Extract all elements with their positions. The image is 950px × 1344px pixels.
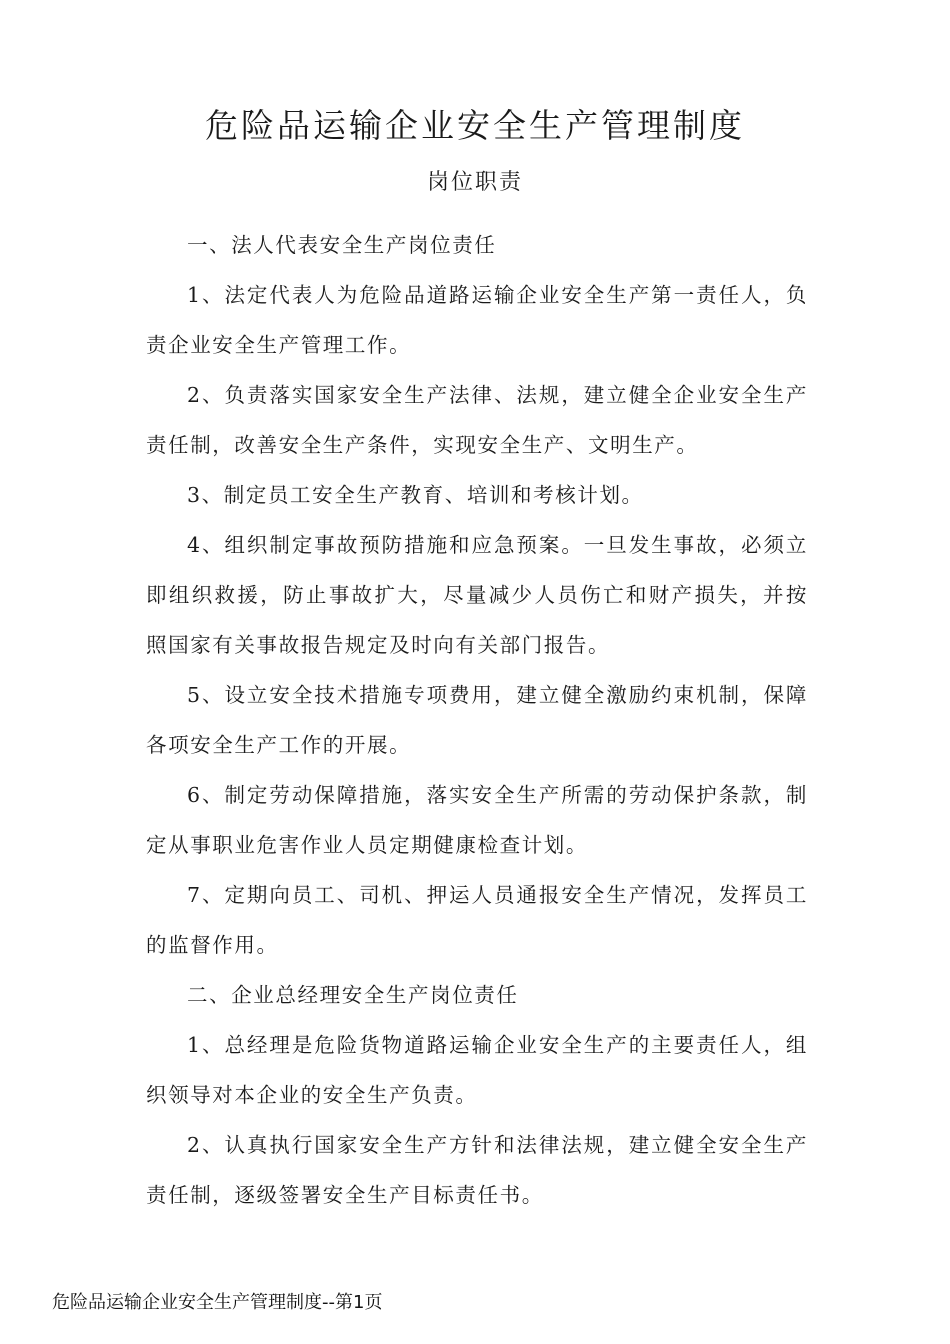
document-title: 危险品运输企业安全生产管理制度 <box>205 106 745 145</box>
paragraph: 6、制定劳动保障措施，落实安全生产所需的劳动保护条款，制定从事职业危害作业人员定期健康检查计划。 <box>146 783 808 857</box>
document-body <box>146 220 808 1220</box>
paragraph: 1、总经理是危险货物道路运输企业安全生产的主要责任人，组织领导对本企业的安全生产负责。 <box>146 1033 808 1107</box>
paragraph: 2、负责落实国家安全生产法律、法规，建立健全企业安全生产责任制，改善安全生产条件，实现安全生产、文明生产。 <box>146 383 808 457</box>
section-heading-general-manager: 二、企业总经理安全生产岗位责任 <box>187 983 519 1007</box>
paragraph: 5、设立安全技术措施专项费用，建立健全激励约束机制，保障各项安全生产工作的开展。 <box>146 683 808 757</box>
paragraph: 4、组织制定事故预防措施和应急预案。一旦发生事故，必须立即组织救援，防止事故扩大，尽量减少人员伤亡和财产损失，并按照国家有关事故报告规定及时向有关部门报告。 <box>146 533 808 657</box>
paragraph: 2、认真执行国家安全生产方针和法律法规，建立健全安全生产责任制，逐级签署安全生产目标责任书。 <box>146 1133 808 1207</box>
paragraph: 1、法定代表人为危险品道路运输企业安全生产第一责任人，负责企业安全生产管理工作。 <box>146 283 808 357</box>
section-heading-legal-rep: 一、法人代表安全生产岗位责任 <box>187 233 497 257</box>
document-subtitle: 岗位职责 <box>426 170 523 195</box>
paragraph: 3、制定员工安全生产教育、培训和考核计划。 <box>187 483 644 507</box>
page-footer: 危险品运输企业安全生产管理制度--第1页 <box>52 1292 383 1313</box>
paragraph: 7、定期向员工、司机、押运人员通报安全生产情况，发挥员工的监督作用。 <box>146 883 808 957</box>
